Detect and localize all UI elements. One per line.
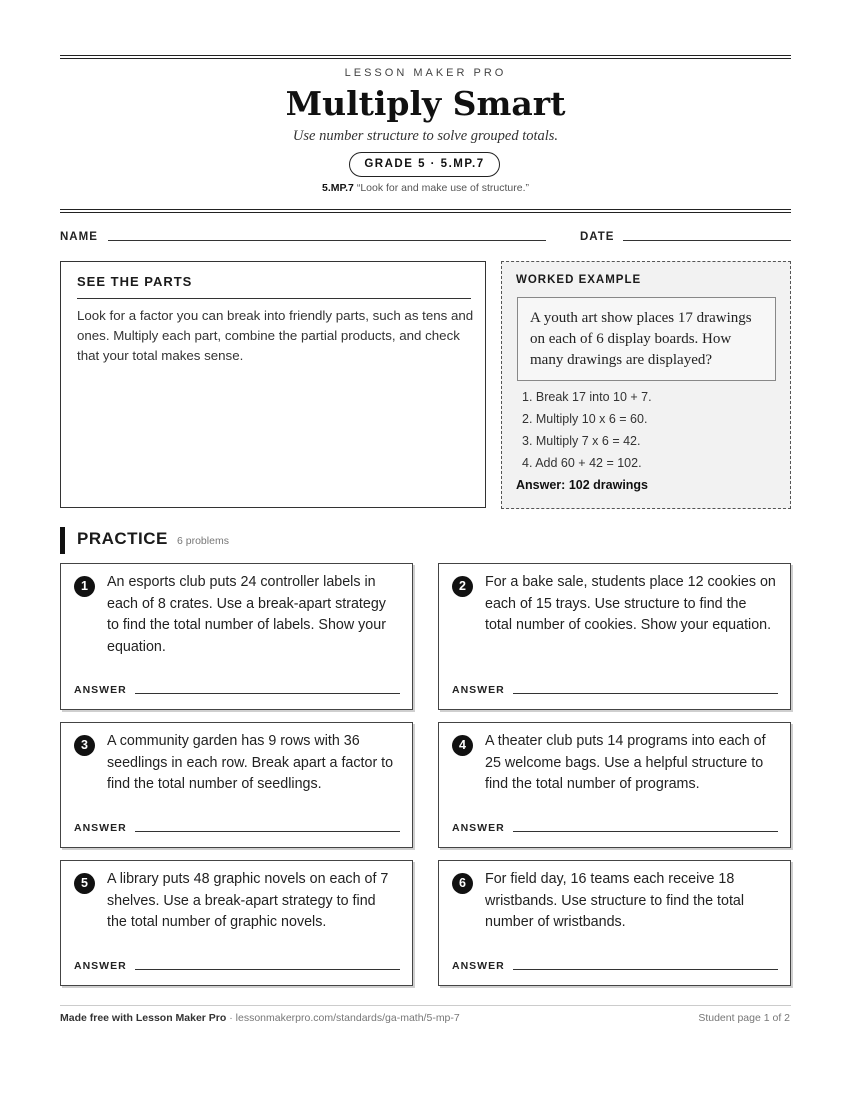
problem-card-1 [60, 563, 413, 710]
worked-example-steps [522, 386, 652, 474]
top-double-rule [60, 55, 791, 59]
answer-field[interactable] [513, 969, 778, 970]
footer-divider [60, 1005, 791, 1006]
problem-card-5 [60, 860, 413, 986]
worked-example-problem: A youth art show places 17 drawings on each of 6 display boards. How many drawings are displayed? [517, 297, 776, 381]
problem-text: A library puts 48 graphic novels on each of 7 shelves. Use a break-apart strategy to find the total number of graphic novels. [107, 871, 389, 930]
worksheet-subtitle: Use number structure to solve grouped totals. [292, 128, 559, 144]
problem-text: A theater club puts 14 programs into each of 25 welcome bags. Use a helpful structure to find the total number of programs. [485, 733, 766, 792]
see-the-parts-panel [60, 261, 486, 508]
brand-name: LESSON MAKER PRO [344, 67, 507, 79]
footer-url[interactable]: · lessonmakerpro.com/standards/ga-math/5-mp-7 [226, 1012, 460, 1024]
problem-number-badge: 4 [452, 735, 473, 756]
problem-card-2 [438, 563, 791, 710]
answer-field[interactable] [135, 969, 400, 970]
name-label: NAME [60, 231, 98, 243]
practice-title: PRACTICE [77, 529, 168, 548]
see-the-parts-text: Look for a factor you can break into friendly parts, such as tens and ones. Multiply each part, combine the partial products, and check that your total makes sense. [77, 308, 474, 363]
problem-card-4 [438, 722, 791, 848]
date-label: DATE [580, 231, 615, 243]
problem-number-badge: 1 [74, 576, 95, 597]
worksheet-title: Multiply Smart [285, 84, 566, 123]
problem-number-badge: 6 [452, 873, 473, 894]
worked-example-step: 4. Add 60 + 42 = 102. [522, 456, 642, 470]
date-field[interactable] [623, 240, 791, 241]
worked-example-title: WORKED EXAMPLE [516, 274, 642, 286]
problem-text: An esports club puts 24 controller labels in each of 8 crates. Use a break-apart strategy to find the total number of labels. Show your equation. [107, 574, 386, 655]
problem-card-3 [60, 722, 413, 848]
problem-text: For a bake sale, students place 12 cookies on each of 15 trays. Use structure to find the total number of cookies. Show your equation. [485, 574, 776, 633]
footer-credit [60, 1012, 460, 1024]
standard-line [60, 182, 791, 194]
see-the-parts-title: SEE THE PARTS [77, 274, 193, 289]
answer-field[interactable] [135, 831, 400, 832]
problem-number-badge: 2 [452, 576, 473, 597]
worked-example-step: 3. Multiply 7 x 6 = 42. [522, 434, 641, 448]
worked-example-panel [501, 261, 791, 509]
problem-card-6 [438, 860, 791, 986]
worked-example-answer [516, 478, 648, 492]
answer-label: ANSWER [452, 960, 505, 972]
name-field[interactable] [108, 240, 546, 241]
answer-label: ANSWER [74, 822, 127, 834]
footer-made-with: Made free with Lesson Maker Pro [60, 1012, 227, 1024]
problem-number-badge: 5 [74, 873, 95, 894]
answer-label: ANSWER [74, 684, 127, 696]
standard-code: 5.MP.7 [321, 182, 354, 194]
header-bottom-double-rule [60, 209, 791, 213]
answer-label: ANSWER [74, 960, 127, 972]
answer-field[interactable] [135, 693, 400, 694]
worked-example-answer-label: Answer: [516, 478, 566, 492]
answer-field[interactable] [513, 831, 778, 832]
problem-text: A community garden has 9 rows with 36 seedlings in each row. Break apart a factor to find the total number of seedlings. [107, 733, 394, 792]
answer-field[interactable] [513, 693, 778, 694]
answer-label: ANSWER [452, 822, 505, 834]
practice-accent-bar [60, 527, 65, 554]
answer-label: ANSWER [452, 684, 505, 696]
worked-example-answer-value: 102 drawings [568, 478, 649, 492]
footer-page-number: Student page 1 of 2 [698, 1012, 790, 1024]
practice-count: 6 problems [177, 535, 229, 547]
grade-badge: GRADE 5 · 5.MP.7 [349, 152, 500, 177]
standard-quote: “Look for and make use of structure.” [356, 182, 529, 194]
worked-example-step: 1. Break 17 into 10 + 7. [522, 390, 652, 404]
problem-number-badge: 3 [74, 735, 95, 756]
worked-example-step: 2. Multiply 10 x 6 = 60. [522, 412, 648, 426]
problem-text: For field day, 16 teams each receive 18 wristbands. Use structure to find the total number of wristbands. [485, 871, 745, 930]
see-the-parts-divider [77, 298, 471, 299]
